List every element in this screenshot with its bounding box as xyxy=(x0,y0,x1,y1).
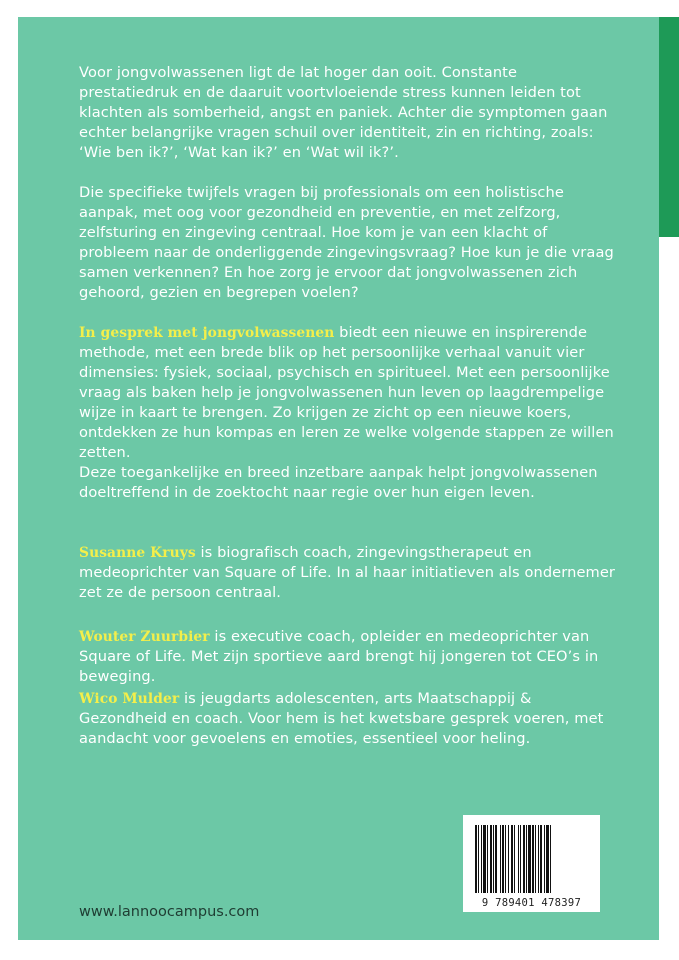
summary-paragraph xyxy=(79,463,620,503)
author-bio-2 xyxy=(79,627,620,687)
approach-paragraph xyxy=(79,183,620,303)
book-title: In gesprek met jongvolwassenen xyxy=(79,325,335,341)
method-paragraph xyxy=(79,323,620,463)
barcode xyxy=(463,815,600,912)
intro-text: Voor jongvolwassenen ligt de lat hoger dan ooit. Constante prestatiedruk en de daaruit voortvloeiende stress kunnen leiden tot klachten als somberheid, angst en paniek. Achter die symptomen gaan echter belangrijke vragen schuil over identiteit, zin en richting, zoals: ‘Wie ben ik?’, ‘Wat kan ik?’ en ‘Wat wil ik?’. xyxy=(79,64,608,161)
barcode-bars xyxy=(473,825,590,893)
method-text: biedt een nieuwe en inspirerende methode, met een brede blik op het persoonlijke verhaal vanuit vier dimensies: fysiek, sociaal, psychisch en spiritueel. Met een persoonlijke vraag als baken help je jongvolwassenen hun leven op laagdrempelige wijze in kaart te brengen. Zo krijgen ze zicht op een nieuwe koers, ontdekken ze hun kompas en leren ze welke volgende stappen ze willen zetten. xyxy=(79,324,614,461)
author-bio-1 xyxy=(79,543,620,603)
author-name: Wouter Zuurbier xyxy=(79,629,210,645)
author-bio-text: is biografisch coach, zingevingstherapeut en medeoprichter van Square of Life. In al haar initiatieven als ondernemer zet ze de persoon centraal. xyxy=(79,544,616,601)
isbn-number: 9 789401 478397 xyxy=(481,897,582,909)
spine-accent-bar xyxy=(659,17,679,237)
approach-text: Die specifieke twijfels vragen bij professionals om een holistische aanpak, met oog voor gezondheid en preventie, en met zelfzorg, zelfsturing en zingeving centraal. Hoe kom je van een klacht of probleem naar de onderliggende zingevingsvraag? Hoe kun je die vraag samen verkennen? En hoe zorg je ervoor dat jongvolwassenen zich gehoord, gezien en begrepen voelen? xyxy=(79,184,614,301)
author-name: Susanne Kruys xyxy=(79,545,196,561)
publisher-website: www.lannoocampus.com xyxy=(79,904,260,920)
author-name: Wico Mulder xyxy=(79,691,180,707)
summary-text: Deze toegankelijke en breed inzetbare aanpak helpt jongvolwassenen doeltreffend in de zoektocht naar regie over hun eigen leven. xyxy=(79,464,598,501)
author-bio-text: is jeugdarts adolescenten, arts Maatschappij & Gezondheid en coach. Voor hem is het kwetsbare gesprek voeren, met aandacht voor gevoelens en emoties, essentieel voor heling. xyxy=(79,690,604,747)
intro-paragraph xyxy=(79,63,620,163)
author-bio-3 xyxy=(79,689,620,749)
author-bio-text: is executive coach, opleider en medeoprichter van Square of Life. Met zijn sportieve aard brengt hij jongeren tot CEO’s in beweging. xyxy=(79,628,599,685)
